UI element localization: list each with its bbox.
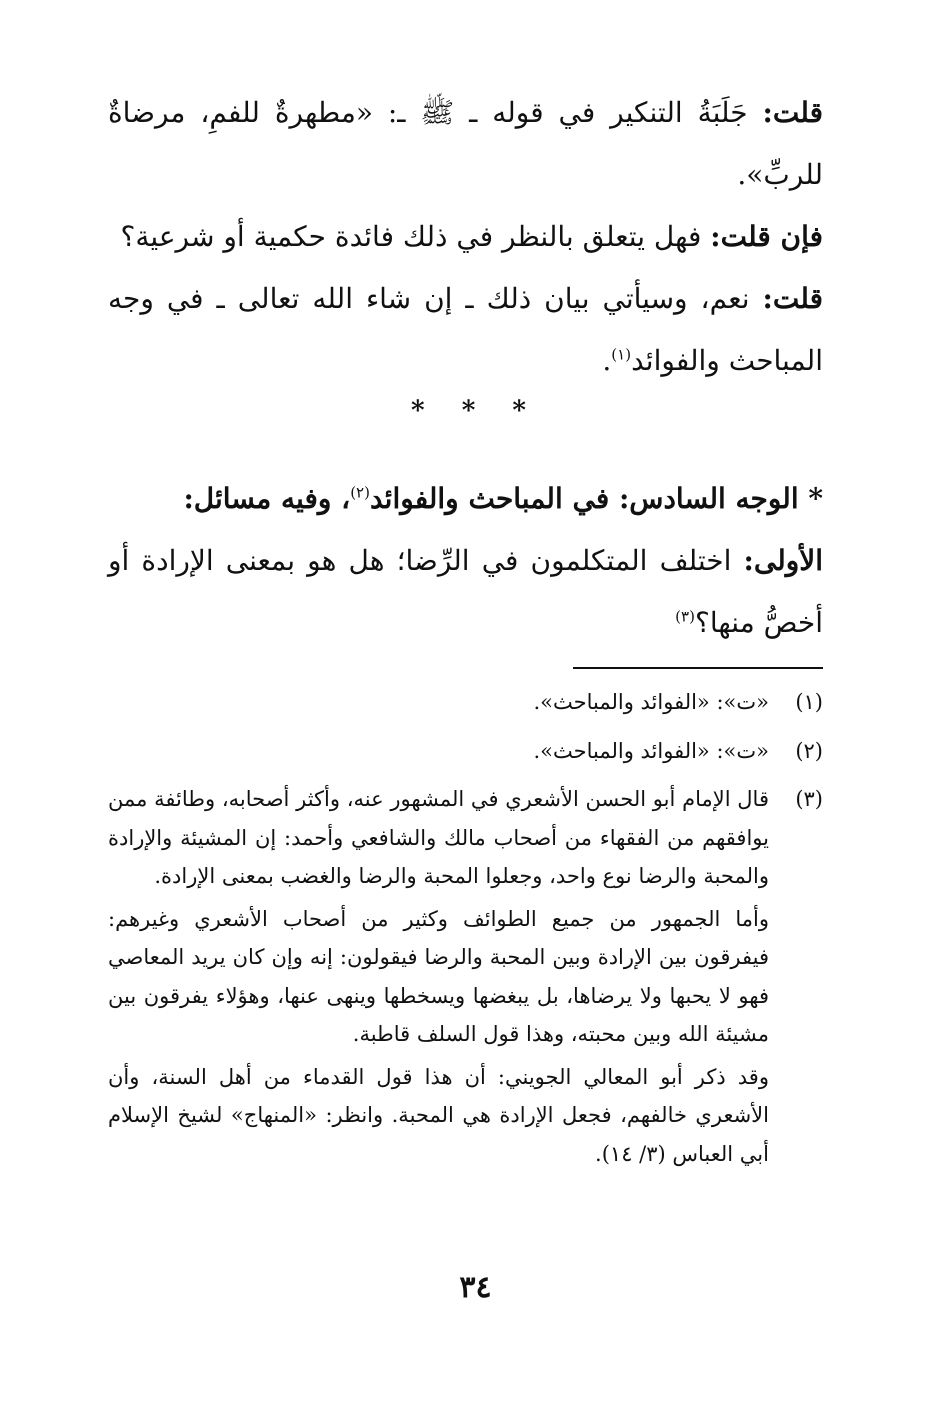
body-text-section [108,468,823,654]
paragraph-1 [108,82,823,206]
footnote-2 [108,732,823,775]
footnote-number: (٢) [795,738,823,763]
section-separator: * * * [411,396,540,426]
footnote-text: «ت»: «الفوائد والمباحث». [533,738,769,763]
footnote-number: (١) [795,690,823,714]
footnote-body [108,780,769,1177]
footnote-text: وقد ذكر أبو المعالي الجويني: أن هذا قول القدماء من أهل السنة، وأن الأشعري خالفهم، فجعل الإرادة هي المحبة. وانظر: «المنهاج» لشيخ الإسلام أبي العباس (٣/ ١٤). [108,1064,769,1166]
paragraph-lead: فإن قلت: [710,220,823,253]
footnote-text: وأما الجمهور من جميع الطوائف وكثير من أصحاب الأشعري وغيرهم: فيفرقون بين الإرادة وبين المحبة والرضا فيقولون: إنه وإن كان يريد المعاصي فهو لا يحبها ولا يرضاها، بل يبغضها ويسخطها وينهى عنها، وهؤلاء يفرقون بين مشيئة الله وبين محبته، وهذا قول السلف قاطبة. [108,906,769,1046]
footnote-ref[interactable]: (٢) [350,483,370,502]
paragraph-text: فهل يتعلق بالنظر في ذلك فائدة حكمية أو شرعية؟ [120,220,711,253]
question-paragraph [108,530,823,654]
body-text-top [108,82,823,392]
paragraph-text: نعم، وسيأتي بيان ذلك ـ إن شاء الله تعالى ـ في وجه المباحث والفوائد [108,282,823,377]
footnote-ref[interactable]: (١) [611,345,632,364]
footnote-text: «ت»: «الفوائد والمباحث». [533,690,769,714]
paragraph-lead: قلت: [762,96,823,129]
paragraph-text: جَلَبَةُ التنكير في قوله ـ ﷺ ـ: «مطهرةٌ للفمِ، مرضاةٌ للربِّ». [108,96,823,191]
page-number: ٣٤ [459,1270,492,1305]
paragraph-lead: قلت: [762,282,823,315]
footnote-1 [108,683,823,726]
paragraph-tail: . [602,344,612,377]
footnote-divider [573,667,823,669]
section-heading-text: * الوجه السادس: في المباحث والفوائد [369,482,823,515]
footnotes [108,683,823,1183]
footnote-text: قال الإمام أبو الحسن الأشعري في المشهور عنه، وأكثر أصحابه، وطائفة ممن يوافقهم من الفقهاء من أصحاب مالك والشافعي وأحمد: إن المشيئة والإرادة والمحبة والرضا نوع واحد، وجعلوا المحبة والرضا والغضب بمعنى الإرادة. [108,787,769,888]
footnote-3 [108,780,823,1177]
paragraph-3 [108,268,823,392]
footnote-number: (٣) [795,787,823,811]
question-lead: الأولى: [743,544,823,577]
paragraph-2 [108,206,823,268]
footnote-body [108,683,769,726]
footnote-body [108,732,769,775]
section-heading-tail: ، وفيه مسائل: [183,482,351,515]
question-text: اختلف المتكلمون في الرِّضا؛ هل هو بمعنى الإرادة أو أخصُّ منها؟ [108,544,823,639]
section-heading [108,468,823,530]
footnote-ref[interactable]: (٣) [675,607,695,626]
